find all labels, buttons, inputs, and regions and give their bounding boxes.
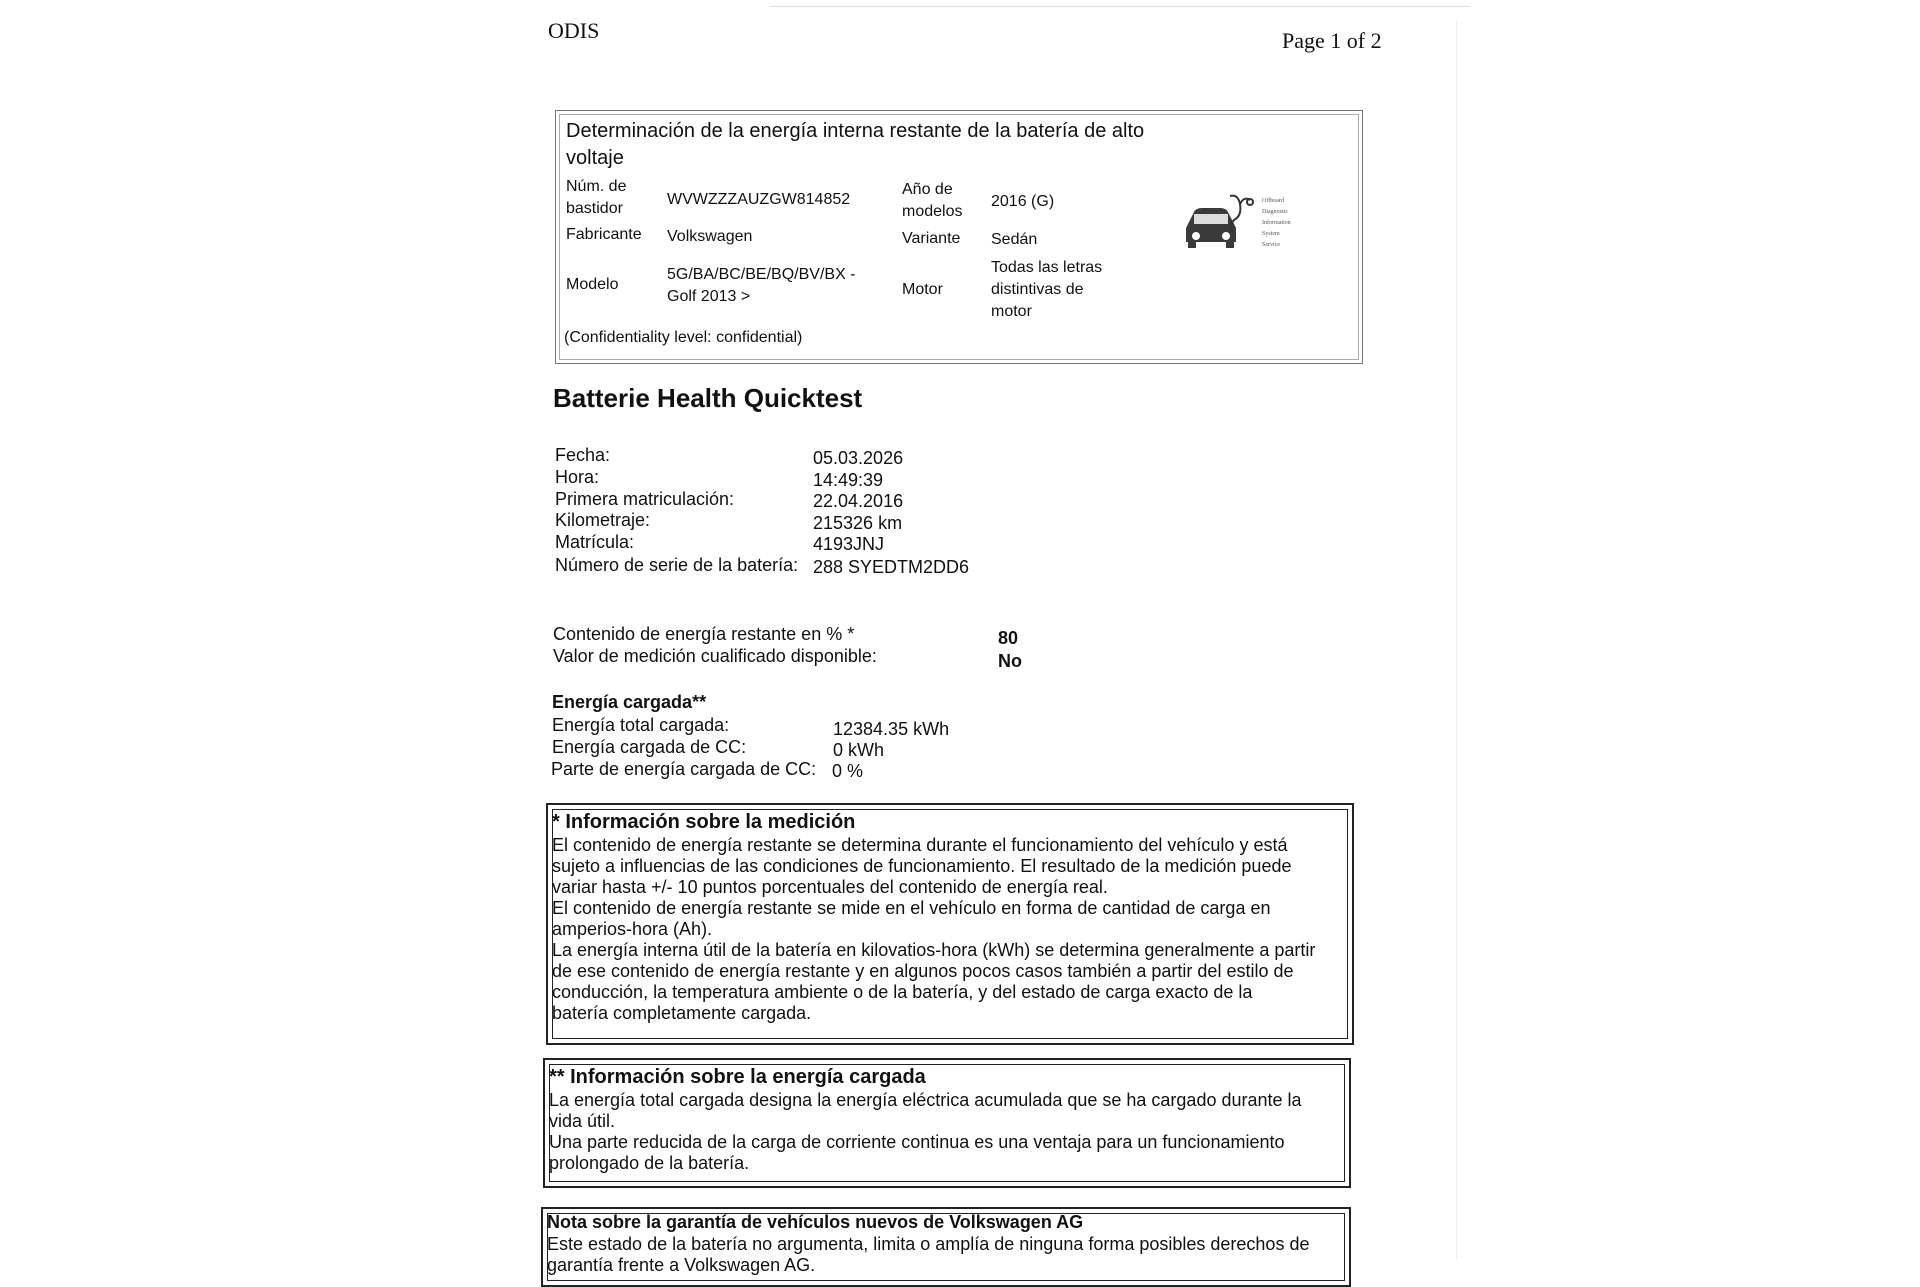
model-value: 5G/BA/BC/BE/BQ/BV/BX - Golf 2013 > [667,266,856,305]
date-label: Fecha: [555,445,611,465]
measurement-info-title: * Información sobre la medición [552,811,856,833]
note-line: garantía frente a Volkswagen AG. [547,1255,816,1275]
note-line: batería completamente cargada. [552,1003,812,1023]
manufacturer-value: Volkswagen [667,228,753,245]
first-registration-label: Primera matriculación: [555,489,735,509]
note-line: de ese contenido de energía restante y en algunos pocos casos también a partir del estilo de [552,961,1294,981]
engine-value: Todas las letras distintivas de motor [991,259,1103,320]
dc-share-label: Parte de energía cargada de CC: [551,759,817,779]
energy-percent-value: 80 [998,628,1019,648]
total-charged-value: 12384.35 kWh [833,719,950,739]
vin-value: WVWZZZAUZGW814852 [667,191,851,208]
note-line: variar hasta +/- 10 puntos porcentuales del contenido de energía real. [552,877,1108,897]
note-line: La energía total cargada designa la energía eléctrica acumulada que se ha cargado durante la [549,1090,1302,1110]
section-title: Batterie Health Quicktest [553,383,863,413]
logo-text-line: Diagnostic [1262,209,1288,215]
date-value: 05.03.2026 [813,448,904,468]
dc-share-value: 0 % [832,761,864,781]
first-registration-value: 22.04.2016 [813,491,904,511]
energy-percent-label: Contenido de energía restante en % * [553,624,855,644]
manufacturer-label: Fabricante [566,226,642,243]
note-line: sujeto a influencias de las condiciones de funcionamiento. El resultado de la medición puede [552,856,1292,876]
measurement-info-content [552,809,1348,1024]
model-year-label: Año de modelos [902,181,963,220]
charged-energy-title: Energía cargada** [552,692,707,712]
variant-label: Variante [902,230,961,247]
car-stethoscope-icon [1182,190,1322,262]
page-edge [770,6,1470,7]
note-line: El contenido de energía restante se determina durante el funcionamiento del vehículo y está [552,835,1288,855]
note-line: amperios-hora (Ah). [552,919,713,939]
logo-text-line: Service [1262,242,1280,248]
warranty-note-title: Nota sobre la garantía de vehículos nuevos de Volkswagen AG [547,1212,1084,1232]
note-line: La energía interna útil de la batería en kilovatios-hora (kWh) se determina generalmente a partir [552,940,1316,960]
page-edge [1456,20,1457,1260]
model-year-value: 2016 (G) [991,193,1055,210]
logo-text-line: System [1262,231,1280,237]
note-line: prolongado de la batería. [549,1153,750,1173]
dc-charged-value: 0 kWh [833,740,885,760]
note-line: conducción, la temperatura ambiente o de la batería, y del estado de carga exacto de la [552,982,1253,1002]
mileage-value: 215326 km [813,513,903,533]
odis-logo [1182,190,1322,262]
logo-text-line: Information [1262,220,1291,226]
mileage-label: Kilometraje: [555,510,651,530]
note-line: El contenido de energía restante se mide en el vehículo en forma de cantidad de carga en [552,898,1271,918]
charged-energy-info-title: ** Información sobre la energía cargada [549,1066,926,1088]
charged-energy-info-content [549,1064,1345,1174]
header-app-name: ODIS [548,18,600,43]
model-label: Modelo [566,276,619,293]
note-line: vida útil. [549,1111,616,1131]
note-line: Este estado de la batería no argumenta, limita o amplía de ninguna forma posibles derechos de [547,1234,1310,1254]
warranty-note-content [547,1210,1345,1275]
page-number: Page 1 of 2 [1282,28,1382,53]
qualified-value: No [998,651,1022,671]
variant-value: Sedán [991,231,1038,248]
time-label: Hora: [555,467,600,487]
document-title: Determinación de la energía interna restante de la batería de alto voltaje [566,120,1145,169]
plate-value: 4193JNJ [813,534,885,554]
total-charged-label: Energía total cargada: [552,715,730,735]
battery-serial-value: 288 SYEDTM2DD6 [813,557,970,577]
qualified-value-label: Valor de medición cualificado disponible: [553,646,877,666]
logo-text-line: Offboard [1262,198,1284,204]
time-value: 14:49:39 [813,470,884,490]
note-line: Una parte reducida de la carga de corriente continua es una ventaja para un funcionamiento [549,1132,1285,1152]
dc-charged-label: Energía cargada de CC: [552,737,747,757]
vin-label: Núm. de bastidor [566,178,627,217]
confidentiality-note: (Confidentiality level: confidential) [564,329,803,346]
engine-label: Motor [902,281,943,298]
plate-label: Matrícula: [555,532,635,552]
battery-serial-label: Número de serie de la batería: [555,555,799,575]
